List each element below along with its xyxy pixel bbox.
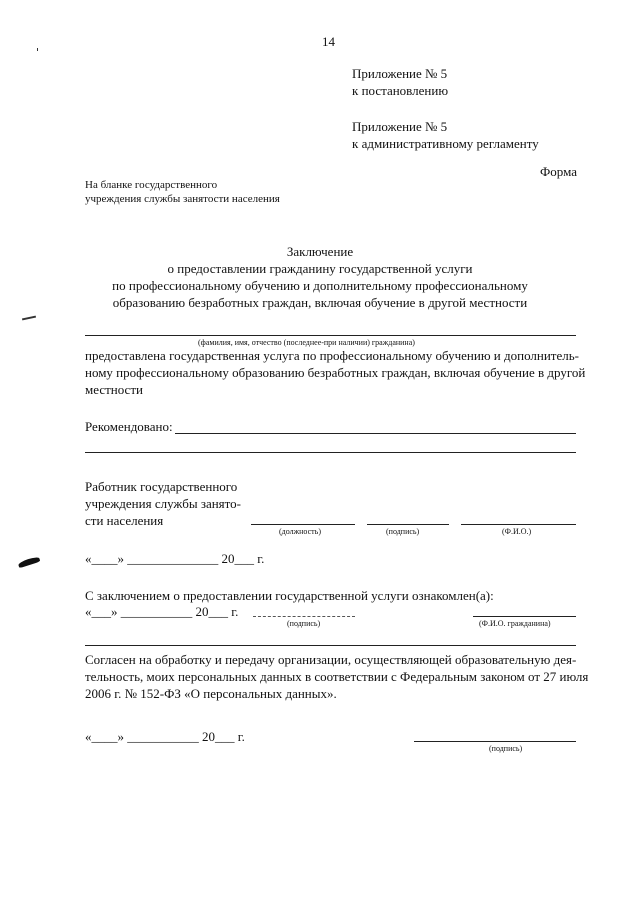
- fio-caption: (фамилия, имя, отчество (последнее-при наличии) гражданина): [198, 338, 415, 347]
- signature-line: [367, 524, 449, 525]
- recommended-line: [175, 433, 576, 434]
- title-line-1: Заключение: [286, 244, 354, 259]
- title-line-4: образованию безработных граждан, включая обучение в другой местности: [112, 295, 528, 310]
- title-line-2: о предоставлении гражданину государственной услуги: [167, 261, 473, 276]
- appendix-line-1: Приложение № 5: [352, 66, 448, 81]
- date-2: «____» ___________ 20___ г.: [85, 729, 245, 744]
- final-signature-caption: (подпись): [489, 744, 523, 753]
- scan-dot: [37, 48, 38, 51]
- letterhead-line-2: учреждения службы занятости населения: [85, 193, 280, 205]
- position-line: [251, 524, 355, 525]
- worker-line-1: Работник государственного: [85, 479, 238, 494]
- consent-line-1: Согласен на обработку и передачу организации, осуществляющей образовательную дея-: [85, 652, 577, 667]
- recommended-line-2: [85, 452, 576, 453]
- form-label: Форма: [540, 164, 577, 179]
- recommended-label: Рекомендовано:: [85, 419, 173, 434]
- consent-line-2: тельность, моих персональных данных в соответствии с Федеральным законом от 27 июля: [85, 669, 589, 684]
- title-line-3: по профессиональному обучению и дополнительному профессиональному: [112, 278, 528, 293]
- final-signature-line: [414, 741, 576, 742]
- worker-line-2: учреждения службы занято-: [85, 496, 241, 511]
- acquainted-signature-line: [253, 616, 355, 617]
- appendix-line-2: к постановлению: [352, 83, 449, 98]
- date-1: «____» ______________ 20___ г.: [85, 551, 265, 566]
- letterhead-line-1: На бланке государственного: [85, 179, 218, 191]
- acquainted-date: «___» ___________ 20___ г.: [85, 604, 239, 619]
- fio-sign-caption: (Ф.И.О.): [502, 527, 532, 536]
- position-caption: (должность): [279, 527, 321, 536]
- worker-line-3: сти населения: [85, 513, 164, 528]
- acquainted-text: С заключением о предоставлении государственной услуги ознакомлен(а):: [85, 588, 494, 603]
- acquainted-signature-caption: (подпись): [287, 619, 321, 628]
- acquainted-fio-caption: (Ф.И.О. гражданина): [479, 619, 551, 628]
- body-line-1: предоставлена государственная услуга по профессиональному обучению и дополнитель-: [85, 348, 580, 363]
- signature-caption: (подпись): [386, 527, 420, 536]
- separator-line: [85, 645, 576, 646]
- consent-line-3: 2006 г. № 152-ФЗ «О персональных данных».: [85, 686, 337, 701]
- appendix-line-4: к административному регламенту: [352, 136, 539, 151]
- acquainted-fio-line: [473, 616, 576, 617]
- fio-sign-line: [461, 524, 576, 525]
- body-line-3: местности: [85, 382, 143, 397]
- fio-line: [85, 335, 576, 336]
- scan-mark-blob: [18, 556, 41, 569]
- scan-mark: [22, 316, 36, 321]
- page-number: 14: [322, 34, 335, 49]
- appendix-line-3: Приложение № 5: [352, 119, 448, 134]
- body-line-2: ному профессиональному образованию безработных граждан, включая обучение в другой: [85, 365, 586, 380]
